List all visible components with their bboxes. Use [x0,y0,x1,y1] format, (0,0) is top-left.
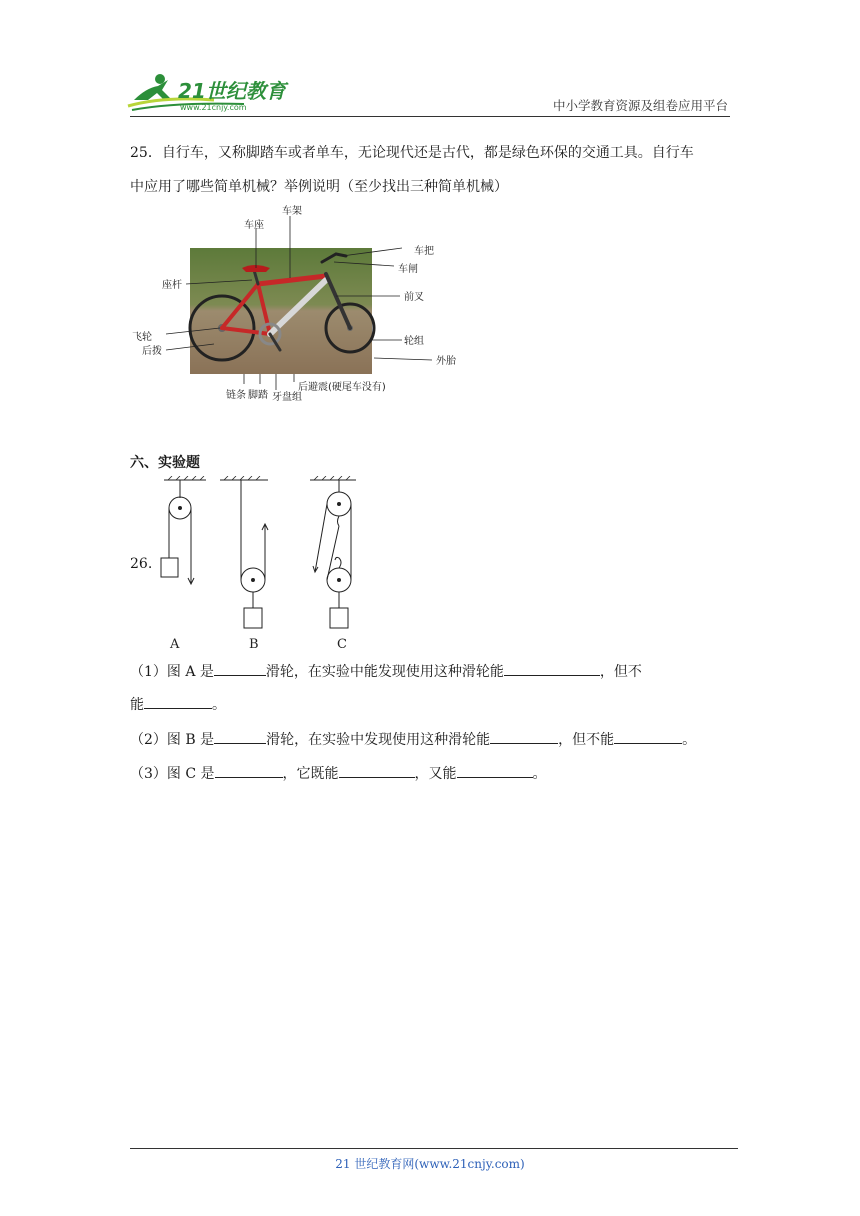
answer-blank-4[interactable] [214,727,266,744]
label-wheelset: 轮组 [404,336,424,347]
answer-blank-3[interactable] [144,692,212,709]
q26-number: 26. [130,556,153,572]
movable-pulley-icon [220,476,268,628]
header-platform-text: 中小学教育资源及组卷应用平台 [552,98,728,113]
logo-title: 21世纪教育 [178,79,286,103]
pulley-diagrams [150,476,380,656]
site-logo [124,70,294,116]
q26-part1-cont: 能 。 [130,690,226,720]
q25-line1: 25．自行车，又称脚踏车或者单车，无论现代还是古代，都是绿色环保的交通工具。自行车 [130,145,694,161]
q26-part1: （1）图 A 是 滑轮，在实验中能发现使用这种滑轮能 ，但不 [130,657,642,687]
label-handlebar: 车把 [414,246,434,257]
caption-b: B [249,637,259,652]
caption-c: C [337,637,347,652]
label-crankset: 牙盘组 [272,392,302,403]
footer-link[interactable]: 21 世纪教育网(www.21cnjy.com) [335,1157,525,1171]
pulley-block-icon [310,476,356,628]
logo-subtitle: www.21cnjy.com [180,103,247,112]
footer-divider [130,1148,738,1149]
label-seat: 车座 [244,220,264,231]
bicycle-photo [190,248,372,374]
answer-blank-7[interactable] [215,761,283,778]
answer-blank-5[interactable] [490,727,558,744]
answer-blank-2[interactable] [504,659,600,676]
answer-blank-1[interactable] [214,659,266,676]
fixed-pulley-icon [161,476,206,584]
label-pedal: 脚踏 [248,390,268,401]
answer-blank-6[interactable] [614,727,682,744]
q26-part2: （2）图 B 是 滑轮，在实验中发现使用这种滑轮能 ，但不能 。 [130,725,696,755]
label-frame: 车架 [282,206,302,217]
label-chain: 链条 [226,390,246,401]
label-rear-shock: 后避震(硬尾车没有) [298,382,386,393]
header-divider [130,116,730,117]
answer-blank-8[interactable] [339,761,415,778]
caption-a: A [170,637,180,652]
answer-blank-9[interactable] [457,761,533,778]
bicycle-diagram [130,204,470,404]
label-seatpost: 座杆 [162,280,182,291]
label-fork: 前叉 [404,292,424,303]
label-brake: 车闸 [398,264,418,275]
label-derailleur: 后拨 [142,346,162,357]
label-flywheel: 飞轮 [132,332,152,343]
label-tire: 外胎 [436,356,456,367]
q26-part3: （3）图 C 是 ，它既能 ，又能 。 [130,759,547,789]
q25-line2: 中应用了哪些简单机械？举例说明（至少找出三种简单机械） [130,179,508,195]
section-title: 六、实验题 [130,455,200,471]
